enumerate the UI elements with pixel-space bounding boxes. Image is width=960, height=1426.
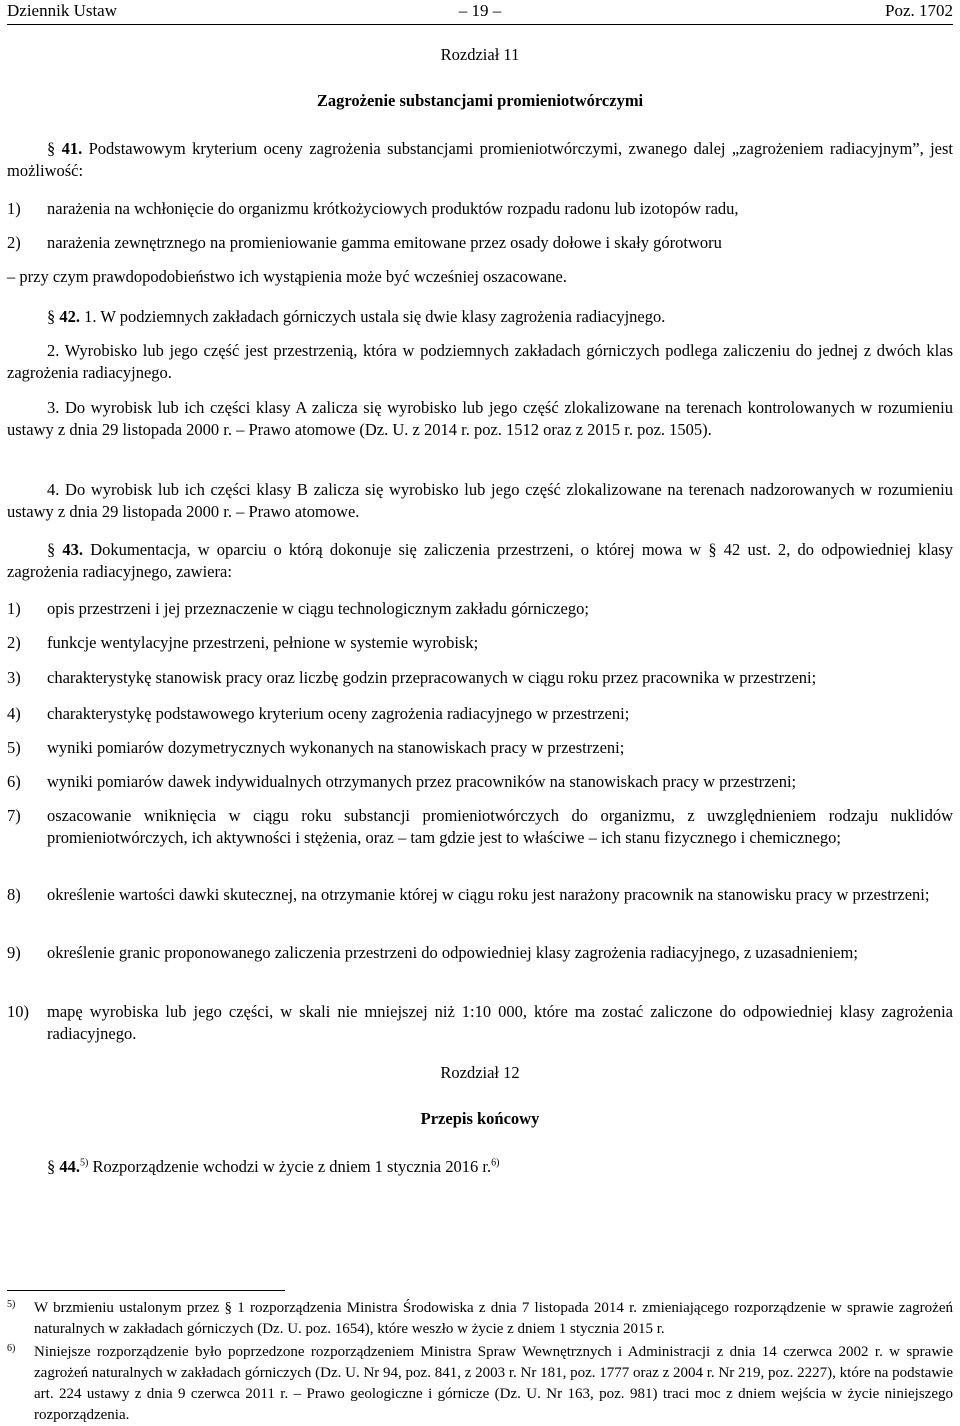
item-text: charakterystykę podstawowego kryterium oceny zagrożenia radiacyjnego w przestrzeni; (47, 704, 630, 723)
section-41-number: 41. (61, 139, 83, 158)
section-43-text: Dokumentacja, w oparciu o którą dokonuje się zaliczenia przestrzeni, o której mowa w § 42 ust. 2, do odpowiedniej klasy zagrożenia radiacyjnego, zawiera: (7, 540, 954, 581)
section-42-number: 42. (59, 307, 80, 326)
item-number: 10) (7, 1002, 29, 1021)
item-text: narażenia zewnętrznego na promieniowanie gamma emitowane przez osady dołowe i skały górotworu (47, 233, 722, 252)
position-number: Poz. 1702 (885, 1, 953, 20)
item-number: 2) (7, 233, 21, 252)
item-text: charakterystykę stanowisk pracy oraz liczbę godzin przepracowanych w ciągu roku przez pracownika w przestrzeni; (47, 668, 817, 687)
section-43-intro: § 43. Dokumentacja, w oparciu o którą dokonuje się zaliczenia przestrzeni, o której mowa w § 42 ust. 2, do odpowiedniej klasy zagrożenia radiacyjnego, zawiera: (7, 540, 954, 581)
footnote-text: W brzmieniu ustalonym przez § 1 rozporządzenia Ministra Środowiska z dnia 7 listopada 2014 r. zmieniającego rozporządzenie w sprawie zagrożeń naturalnych w zakładach górniczych (Dz. U. poz. 1654), które weszło w życie z dniem 1 stycznia 2015 r. (34, 1300, 953, 1337)
para-number: 4. (47, 480, 60, 499)
section-42-para-4 (7, 479, 953, 523)
item-number: 8) (7, 885, 21, 904)
page-number: – 19 – (458, 1, 502, 20)
chapter-12-title: Przepis końcowy (420, 1109, 540, 1128)
item-text: oszacowanie wniknięcia w ciągu roku substancji promieniotwórczych do organizmu, z uwzględnieniem rodzaju nuklidów promieniotwórczych, ich aktywności i stężenia, oraz – tam gdzie jest to właściwe – ich stanu fizycznego i chemicznego; (47, 806, 953, 847)
section-42-para-3 (7, 397, 953, 441)
section-44-number: 44. (59, 1157, 80, 1176)
item-number: 7) (7, 806, 21, 825)
footnote-mark: 6) (7, 1343, 16, 1354)
footnote-mark: 5) (7, 1299, 16, 1310)
item-number: 1) (7, 199, 21, 218)
item-text: wyniki pomiarów dozymetrycznych wykonanych na stanowiskach pracy w przestrzeni; (47, 738, 625, 757)
item-text: określenie granic proponowanego zaliczenia przestrzeni do odpowiedniej klasy zagrożenia radiacyjnego, z uzasadnieniem; (47, 943, 858, 962)
item-number: 2) (7, 633, 21, 652)
footnote-separator (7, 1290, 285, 1291)
footnote-text: Niniejsze rozporządzenie było poprzedzone rozporządzeniem Ministra Spraw Wewnętrznych i Administracji z dnia 14 czerwca 2002 r. w sprawie zagrożeń naturalnych w zakładach górniczych (Dz. U. Nr 94, poz. 841, z 2003 r. Nr 181, poz. 1777 oraz z 2004 r. Nr 219, poz. 2227), które na podstawie art. 224 ustawy z dnia 9 czerwca 2011 r. – Prawo geologiczne i górnicze (Dz. U. Nr 163, poz. 981) traci moc z dniem wejścia w życie niniejszego rozporządzenia. (34, 1344, 953, 1423)
section-42-para-1: § 42. 1. W podziemnych zakładach górniczych ustala się dwie klasy zagrożenia radiacyjnego. (47, 307, 666, 326)
para-text: Do wyrobisk lub ich części klasy B zalicza się wyrobisko lub jego część zlokalizowane na terenach nadzorowanych w rozumieniu ustawy z dnia 29 listopada 2000 r. – Prawo atomowe. (7, 480, 953, 521)
header-rule (7, 24, 953, 25)
page-header (7, 0, 953, 26)
para-number: 2. (47, 341, 60, 360)
chapter-12-label: Rozdział 12 (440, 1063, 520, 1082)
item-text: narażenia na wchłonięcie do organizmu krótkożyciowych produktów rozpadu radonu lub izotopów radu, (47, 199, 739, 218)
section-41-text: Podstawowym kryterium oceny zagrożenia substancjami promieniotwórczymi, zwanego dalej „zagrożeniem radiacyjnym”, jest możliwość: (7, 139, 954, 180)
footnote-ref-5: 5) (80, 1157, 89, 1169)
item-text: opis przestrzeni i jej przeznaczenie w ciągu technologicznym zakładu górniczego; (47, 599, 589, 618)
para-text: Do wyrobisk lub ich części klasy A zalicza się wyrobisko lub jego część zlokalizowane na terenach kontrolowanych w rozumieniu ustawy z dnia 29 listopada 2000 r. – Prawo atomowe (Dz. U. z 2014 r. poz. 1512 oraz z 2015 r. poz. 1505). (7, 398, 953, 439)
section-44-text: Rozporządzenie wchodzi w życie z dniem 1 stycznia 2016 r. (92, 1157, 492, 1176)
para-number: 1. (84, 307, 97, 326)
section-43-number: 43. (62, 540, 84, 559)
chapter-11-title: Zagrożenie substancjami promieniotwórczymi (316, 91, 644, 110)
section-41-closing: – przy czym prawdopodobieństwo ich wystąpienia może być wcześniej oszacowane. (7, 267, 567, 286)
para-text: W podziemnych zakładach górniczych ustala się dwie klasy zagrożenia radiacyjnego. (100, 307, 666, 326)
section-41-intro: § 41. Podstawowym kryterium oceny zagrożenia substancjami promieniotwórczymi, zwanego dalej „zagrożeniem radiacyjnym”, jest możliwość: (7, 139, 954, 180)
section-42-para-2 (7, 340, 953, 384)
item-text: określenie wartości dawki skutecznej, na otrzymanie której w ciągu roku jest narażony pracownik na stanowisku pracy w przestrzeni; (47, 885, 930, 904)
section-44: § 44.$^{5)}$ Rozporządzenie wchodzi w życie z dniem 1 stycznia 2016 r.$^{6)}$ (47, 1157, 500, 1176)
item-text: wyniki pomiarów dawek indywidualnych otrzymanych przez pracowników na stanowiskach pracy w przestrzeni; (47, 772, 797, 791)
journal-name: Dziennik Ustaw (7, 1, 118, 20)
item-text: funkcje wentylacyjne przestrzeni, pełnione w systemie wyrobisk; (47, 633, 479, 652)
item-number: 6) (7, 772, 21, 791)
item-number: 9) (7, 943, 21, 962)
footnote-ref-6: 6) (491, 1157, 500, 1169)
item-number: 1) (7, 599, 21, 618)
para-number: 3. (47, 398, 60, 417)
item-number: 3) (7, 668, 21, 687)
chapter-11-label: Rozdział 11 (440, 45, 520, 64)
item-number: 4) (7, 704, 21, 723)
para-text: Wyrobisko lub jego część jest przestrzenią, która w podziemnych zakładach górniczych podlega zaliczeniu do jednej z dwóch klas zagrożenia radiacyjnego. (7, 341, 954, 382)
item-text: mapę wyrobiska lub jego części, w skali nie mniejszej niż 1:10 000, które ma zostać zaliczone do odpowiedniej klasy zagrożenia radiacyjnego. (47, 1002, 953, 1043)
item-number: 5) (7, 738, 21, 757)
